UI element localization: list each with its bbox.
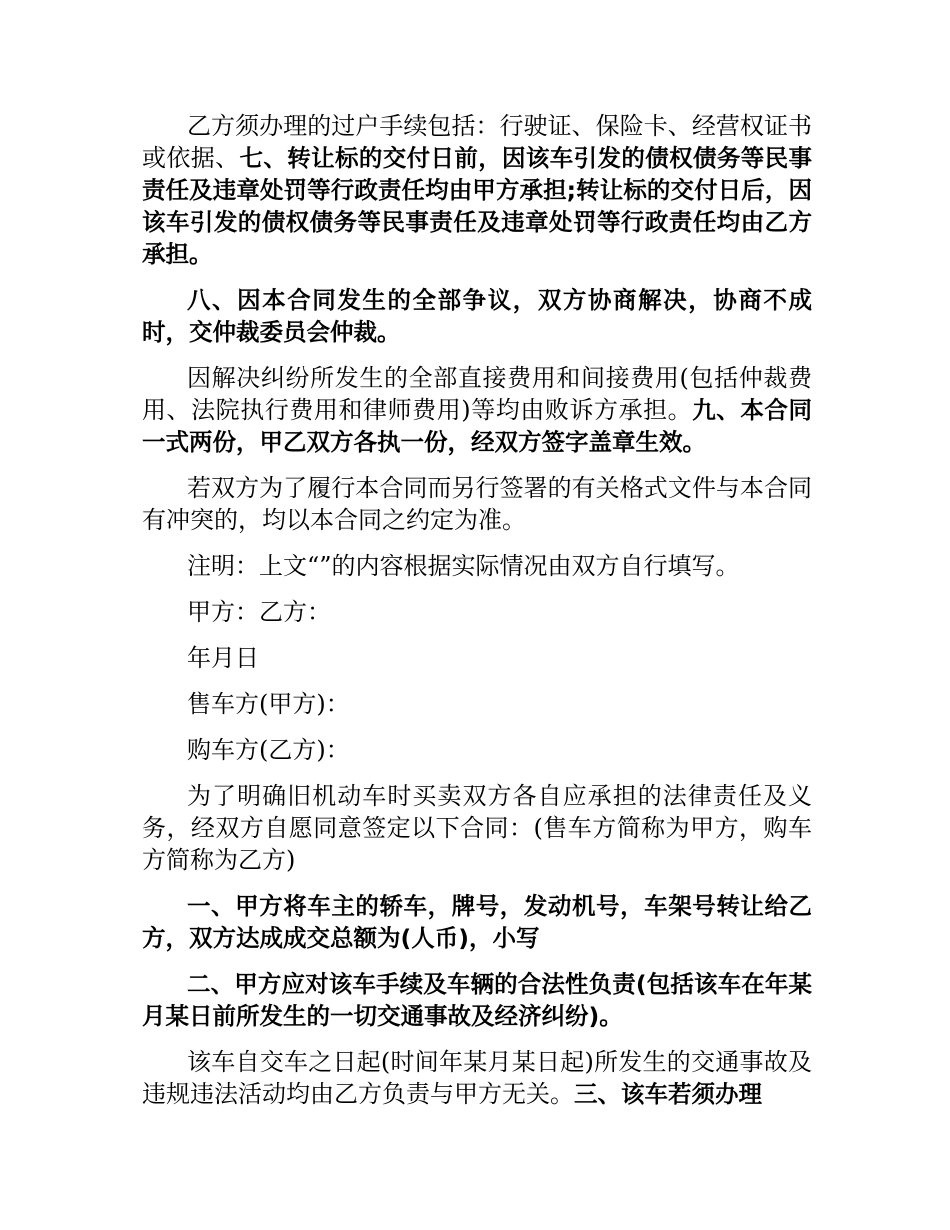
text-segment: 年月日 bbox=[187, 644, 259, 672]
paragraph-seller bbox=[142, 688, 812, 720]
text-segment: 乙方须办理的过户手续包括：行驶证、保险卡、经营权证书或依据、 bbox=[142, 112, 812, 172]
paragraph-date bbox=[142, 642, 812, 674]
bold-clause-two: 二、甲方应对该车手续及车辆的合法性负责(包括该车在年某月某日前所发生的一切交通事故及经济纠纷)。 bbox=[142, 970, 812, 1030]
text-segment: 售车方(甲方)： bbox=[187, 690, 350, 718]
text-segment: 若双方为了履行本合同而另行签署的有关格式文件与本合同有冲突的，均以本合同之约定为准。 bbox=[142, 474, 812, 534]
text-segment: 购车方(乙方)： bbox=[187, 736, 350, 764]
paragraph-transfer-procedures bbox=[142, 110, 812, 270]
paragraph-party-signatures bbox=[142, 596, 812, 628]
text-segment: 因解决纠纷所发生的全部直接费用和间接费用(包括仲裁费用、法院执行费用和律师费用)等均由败诉方承担。 bbox=[142, 364, 812, 424]
paragraph-buyer bbox=[142, 734, 812, 766]
bold-clause-one: 一、甲方将车主的轿车，牌号，发动机号，车架号转让给乙方，双方达成成交总额为(人币)，小写 bbox=[142, 892, 812, 952]
bold-clause-nine: 九、本合同一式两份，甲乙双方各执一份，经双方签字盖章生效。 bbox=[142, 396, 812, 456]
paragraph-dispute-costs bbox=[142, 362, 812, 458]
paragraph-clause-one bbox=[142, 890, 812, 954]
bold-clause-seven: 七、转让标的交付日前，因该车引发的债权债务等民事责任及违章处罚等行政责任均由甲方承担;转让标的交付日后，因该车引发的债权债务等民事责任及违章处罚等行政责任均由乙方承担。 bbox=[142, 144, 813, 268]
text-segment: 甲方：乙方： bbox=[187, 598, 331, 626]
paragraph-note bbox=[142, 550, 812, 582]
paragraph-clause-two bbox=[142, 968, 812, 1032]
paragraph-clause-eight bbox=[142, 284, 812, 348]
bold-clause-three: 三、该车若须办理 bbox=[574, 1080, 762, 1108]
bold-clause-eight: 八、因本合同发生的全部争议，双方协商解决，协商不成时，交仲裁委员会仲裁。 bbox=[142, 286, 812, 346]
paragraph-preamble bbox=[142, 780, 812, 876]
text-segment: 为了明确旧机动车时买卖双方各自应承担的法律责任及义务，经双方自愿同意签定以下合同：(售车方简称为甲方，购车方简称为乙方) bbox=[142, 782, 812, 874]
paragraph-liability-after-delivery bbox=[142, 1046, 812, 1110]
text-segment: 注明：上文“”的内容根据实际情况由双方自行填写。 bbox=[187, 552, 740, 580]
document-page bbox=[142, 110, 812, 1124]
paragraph-format-conflict bbox=[142, 472, 812, 536]
text-segment: 该车自交车之日起(时间年某月某日起)所发生的交通事故及违规违法活动均由乙方负责与甲方无关。 bbox=[142, 1048, 812, 1108]
